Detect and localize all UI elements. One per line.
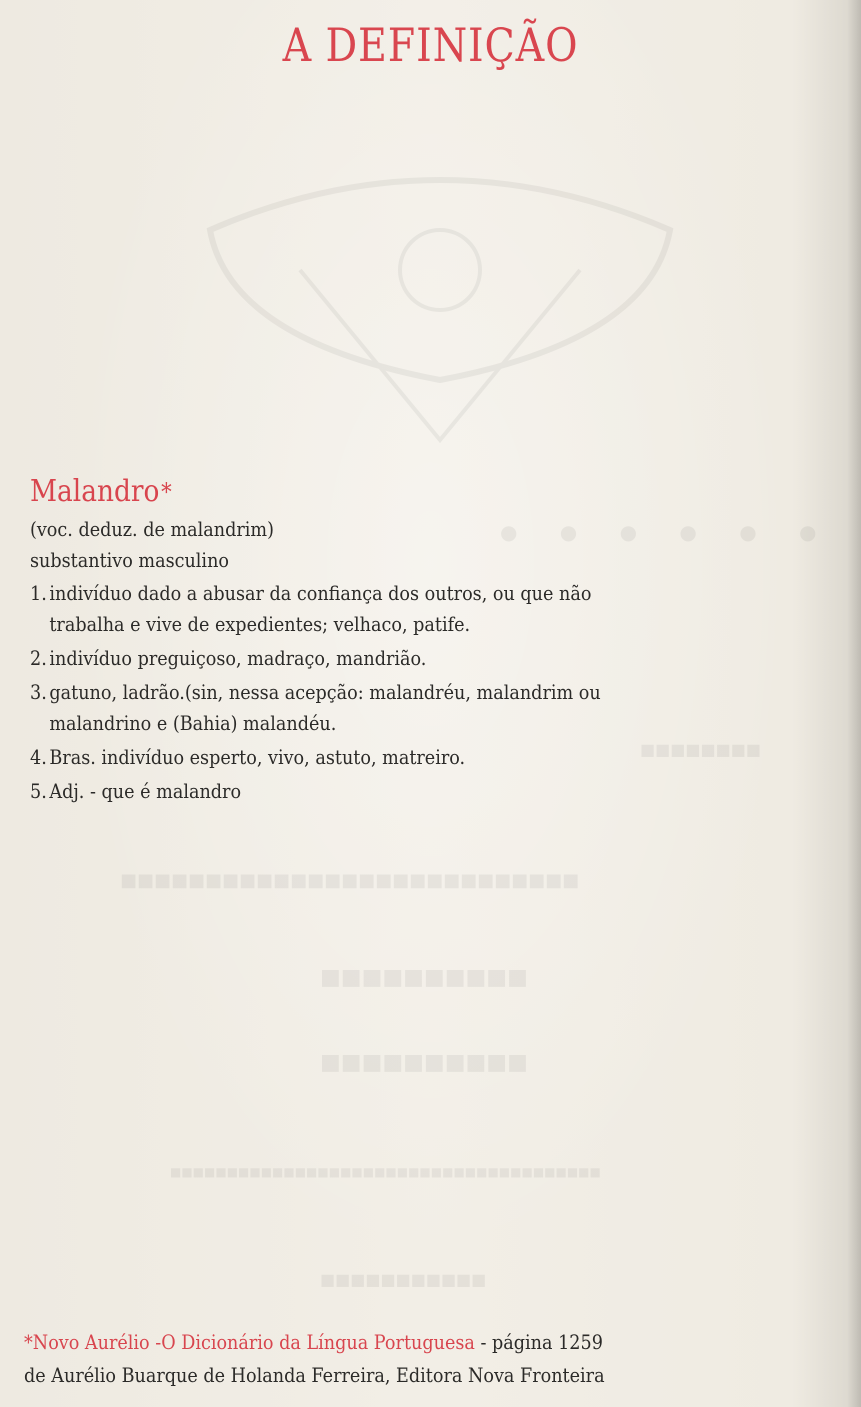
sense-text: Adj. - que é malandro — [49, 779, 242, 803]
bleed-through-text-row: ■■■■■■■■■■ — [320, 965, 528, 990]
page-title: A DEFINIÇÃO — [282, 18, 579, 72]
bleed-through-emblem-icon — [180, 150, 700, 450]
footnote-page-ref: - página 1259 — [474, 1330, 603, 1354]
source-footnote — [24, 1326, 844, 1392]
sense-number: 1. — [30, 581, 47, 605]
entry-headword — [30, 472, 734, 512]
sense-text: indivíduo preguiçoso, madraço, mandrião. — [49, 646, 427, 670]
sense-item — [30, 643, 734, 674]
sense-number: 4. — [30, 745, 47, 769]
bleed-through-text-row: ● ● ● ● ● ● — [500, 520, 835, 544]
bleed-through-text-row: ■■■■■■■■■■■ — [320, 1270, 487, 1289]
entry-part-of-speech: substantivo masculino — [30, 548, 230, 572]
footnote-mark: * — [24, 1330, 33, 1354]
sense-text: Bras. indivíduo esperto, vivo, astuto, matreiro. — [49, 745, 466, 769]
page-spine-shadow — [847, 0, 861, 1407]
sense-number: 2. — [30, 646, 47, 670]
sense-item — [30, 742, 734, 773]
sense-item — [30, 677, 734, 739]
footnote-source-line — [24, 1326, 746, 1359]
bleed-through-text-row: ■■■■■■■■■■■■■■■■■■■■■■■■■■■ — [120, 870, 580, 891]
sense-text: gatuno, ladrão.(sin, nessa acepção: malandréu, malandrim ou malandrino e (Bahia) malandéu. — [49, 680, 601, 735]
entry-etymology: (voc. deduz. de malandrim) — [30, 517, 274, 541]
sense-item — [30, 578, 734, 640]
sense-number: 5. — [30, 779, 47, 803]
dictionary-entry — [30, 472, 830, 810]
sense-list — [30, 578, 830, 807]
headword-text: Malandro — [30, 474, 160, 509]
sense-item — [30, 776, 734, 807]
bleed-through-text-row: ■■■■■■■■ — [640, 740, 761, 759]
sense-text: indivíduo dado a abusar da confiança dos outros, ou que não trabalha e vive de expedientes; velhaco, patife. — [49, 581, 592, 636]
sense-number: 3. — [30, 680, 47, 704]
footnote-author-line: de Aurélio Buarque de Holanda Ferreira, Editora Nova Fronteira — [24, 1363, 605, 1387]
bleed-through-text-row: ■■■■■■■■■■■■■■■■■■■■■■■■■■■■■■■■■■■■■■ — [170, 1165, 601, 1179]
footnote-source-title: Novo Aurélio -O Dicionário da Língua Portuguesa — [32, 1330, 475, 1354]
footnote-marker: * — [161, 478, 172, 506]
bleed-through-text-row: ■■■■■■■■■■ — [320, 1050, 528, 1075]
